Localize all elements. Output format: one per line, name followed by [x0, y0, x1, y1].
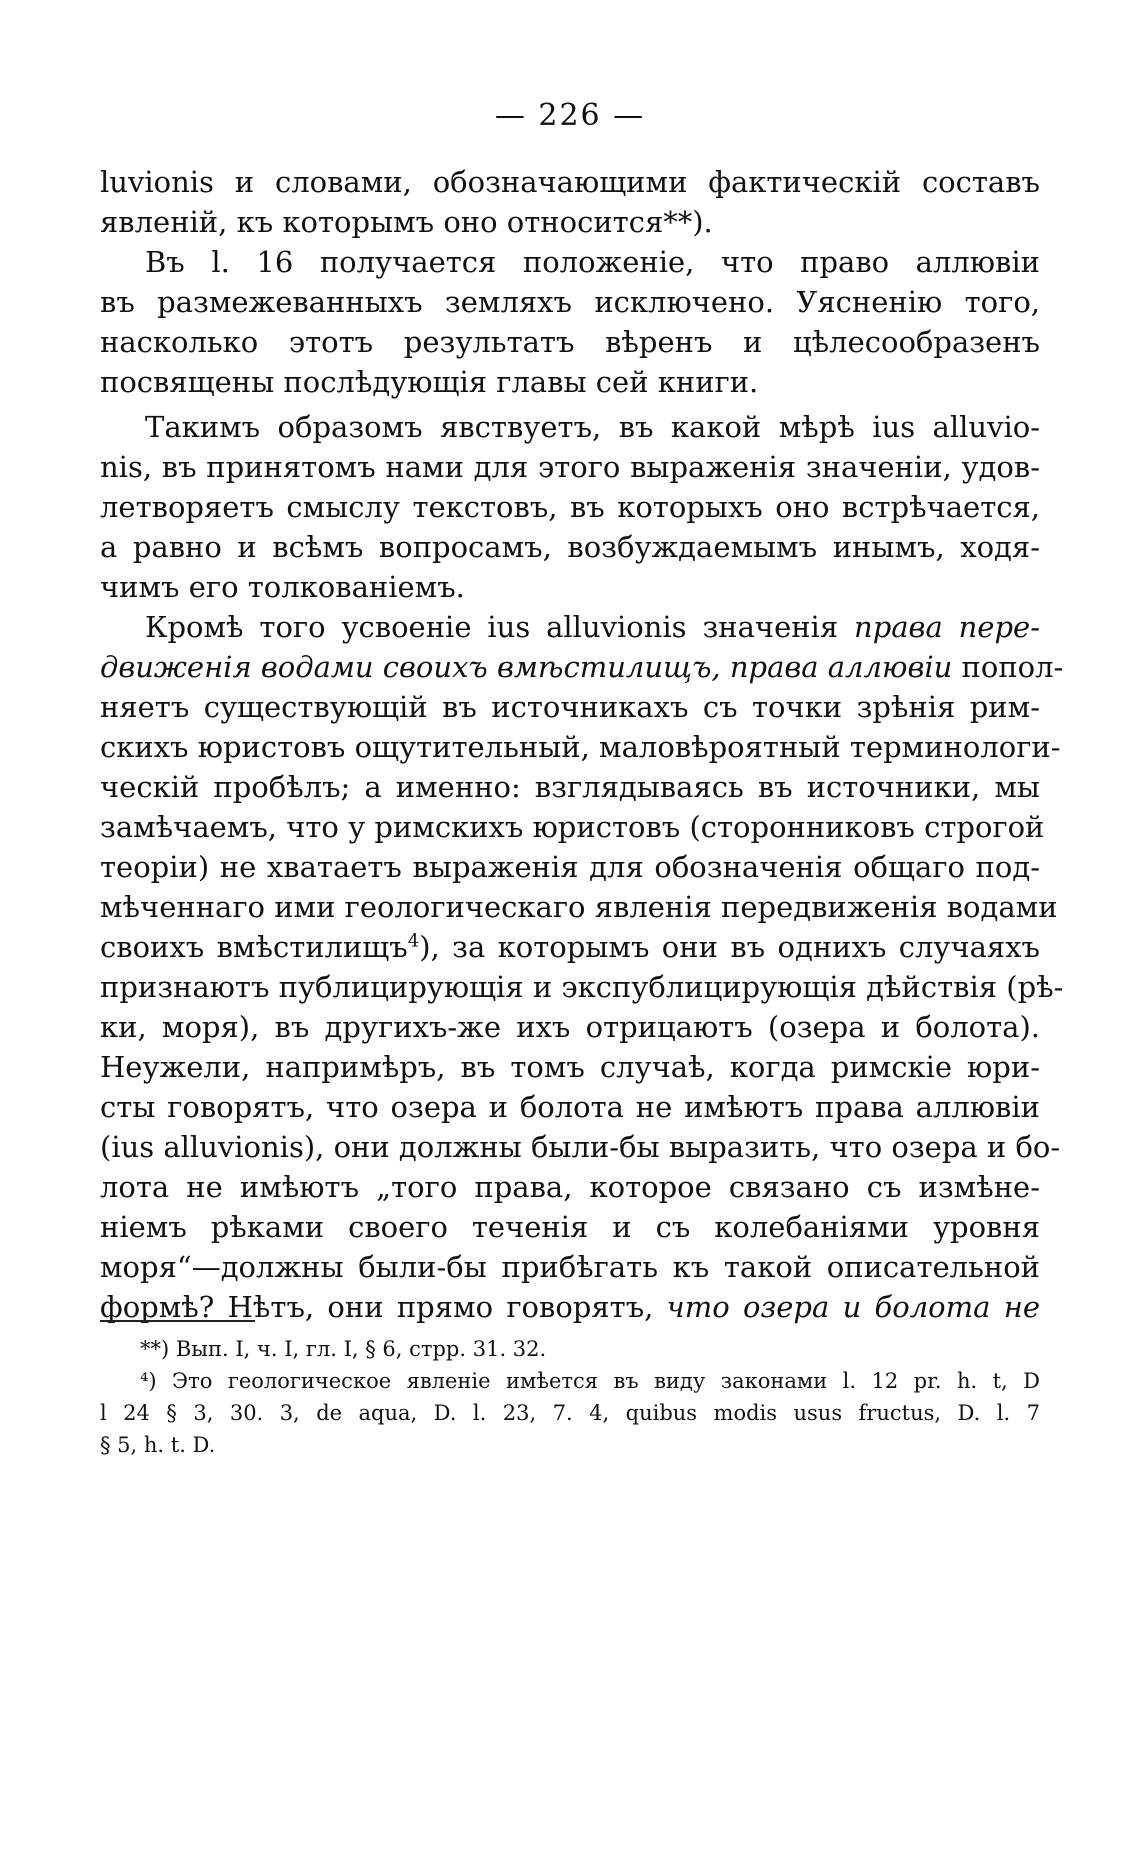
footnote-divider: [100, 1320, 255, 1322]
text-line: няетъ существующій въ источникахъ съ точки зрѣнія рим-: [100, 690, 1040, 724]
footnote-1: **) Вып. I, ч. I, гл. I, § 6, стрр. 31. 32.: [140, 1337, 547, 1361]
text-line: [100, 925, 1040, 969]
text-line: Въ l. 16 получается положеніе, что право аллювіи: [145, 245, 1040, 279]
text-line: ніемъ рѣками своего теченія и съ колебаніями уровня: [100, 1210, 1040, 1244]
italic-run: что озера и болота не: [666, 1290, 1040, 1324]
text-line: ки, моря), въ другихъ-же ихъ отрицаютъ (озера и болота).: [100, 1010, 1040, 1044]
text-line: явленій, къ которымъ оно относится**).: [100, 205, 713, 239]
footnote-ref[interactable]: 4: [407, 930, 420, 952]
text-line: лота не имѣютъ „того права, которое связано съ измѣне-: [100, 1170, 1040, 1204]
text-line: ческій пробѣлъ; а именно: взглядываясь въ источники, мы: [100, 770, 1040, 804]
text-line: Такимъ образомъ явствуетъ, въ какой мѣрѣ ius alluvio-: [145, 410, 1040, 444]
text-line: (ius alluvionis), они должны были-бы выразить, что озера и бо-: [100, 1130, 1061, 1164]
page-number: — 226 —: [494, 98, 646, 133]
text-line: Неужели, напримѣръ, въ томъ случаѣ, когда римскіе юри-: [100, 1050, 1040, 1084]
text-line: [100, 1285, 1040, 1329]
text-line: сты говорятъ, что озера и болота не имѣютъ права аллювіи: [100, 1090, 1040, 1124]
text-line: посвящены послѣдующія главы сей книги.: [100, 365, 759, 399]
text-line: [100, 645, 1064, 689]
text-line: luvionis и словами, обозначающими фактическій составъ: [100, 165, 1040, 199]
text-run: формѣ? Нѣтъ, они прямо говорятъ,: [100, 1290, 667, 1324]
text-line: летворяетъ смыслу текстовъ, въ которыхъ оно встрѣчается,: [100, 490, 1040, 524]
italic-run: движенія водами своихъ вмѣстилищъ, права аллювіи: [100, 650, 953, 684]
text-line: признаютъ публицирующія и экспублицирующія дѣйствія (рѣ-: [100, 970, 1064, 1004]
footnote-4-line: l 24 § 3, 30. 3, de aqua, D. l. 23, 7. 4, quibus modis usus fructus, D. l. 7: [100, 1401, 1040, 1425]
text-line: моря“—должны были-бы прибѣгать къ такой описательной: [100, 1250, 1040, 1284]
text-line: скихъ юристовъ ощутительный, маловѣроятный терминологи-: [100, 730, 1061, 764]
text-run: своихъ вмѣстилищъ: [100, 930, 408, 964]
text-line: въ размежеванныхъ земляхъ исключено. Уясненію того,: [100, 285, 1040, 319]
text-line: замѣчаемъ, что у римскихъ юристовъ (сторонниковъ строгой: [100, 810, 1045, 844]
text-run: попол-: [952, 650, 1064, 684]
italic-run: права пере-: [854, 610, 1040, 644]
text-run: Кромѣ того усвоеніе ius alluvionis значенія: [145, 610, 855, 644]
text-run: ), за которымъ они въ однихъ случаяхъ: [419, 930, 1041, 964]
text-line: чимъ его толкованіемъ.: [100, 570, 465, 604]
text-line: насколько этотъ результатъ вѣренъ и цѣлесообразенъ: [100, 325, 1040, 359]
footnote-4-line: ⁴) Это геологическое явленіе имѣется въ виду законами l. 12 pr. h. t, D: [140, 1369, 1040, 1393]
text-line: nis, въ принятомъ нами для этого выраженія значеніи, удов-: [100, 450, 1040, 484]
text-line: теоріи) не хватаетъ выраженія для обозначенія общаго под-: [100, 850, 1040, 884]
text-line: а равно и всѣмъ вопросамъ, возбуждаемымъ инымъ, ходя-: [100, 530, 1040, 564]
text-line: мѣченнаго ими геологическаго явленія передвиженія водами: [100, 890, 1058, 924]
text-line: [145, 605, 1040, 649]
footnote-4-line: § 5, h. t. D.: [100, 1433, 216, 1457]
